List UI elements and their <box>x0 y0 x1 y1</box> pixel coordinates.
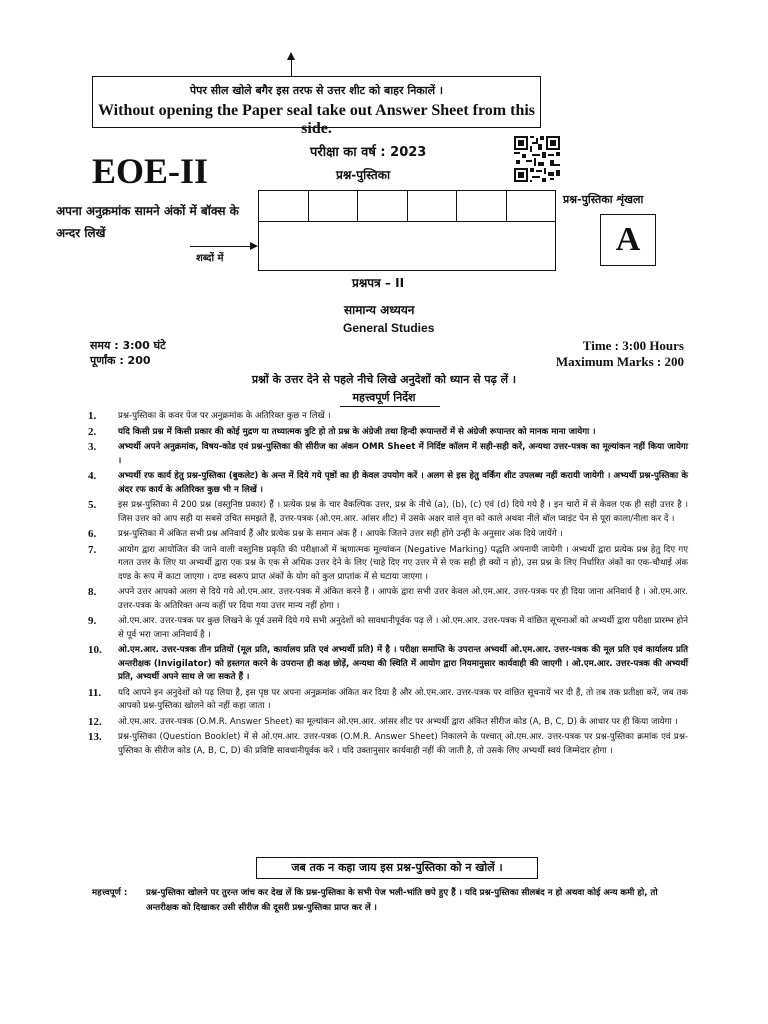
roll-number-hint: अपना अनुक्रमांक सामने अंकों में बॉक्स के अन्दर लिखें <box>56 204 239 240</box>
instruction-number: 11. <box>88 686 102 699</box>
instruction-item <box>88 644 688 684</box>
subject-hindi: सामान्य अध्ययन <box>344 303 415 317</box>
instruction-text: प्रश्न-पुस्तिका के कवर पेज पर अनुक्रमांक के अतिरिक्त कुछ न लिखें । <box>118 411 331 421</box>
instruction-number: 12. <box>88 715 102 728</box>
instruction-number: 10. <box>88 644 102 657</box>
instruction-item <box>88 410 688 423</box>
words-arrow-line <box>190 246 252 247</box>
instruction-item <box>88 441 688 468</box>
qr-code-icon <box>514 136 560 182</box>
instructions-title: महत्त्वपूर्ण निर्देश <box>352 391 416 404</box>
instruction-text: इस प्रश्न-पुस्तिका में 200 प्रश्न (वस्तुनिष्ठ प्रकार) हैं । प्रत्येक प्रश्न के चार वैकल्पिक उत्तर, प्रश्न के नीचे (a), (b), (c) एवं (d) दिये गये हैं । इन चारों में से केवल एक ही सही उत्तर है । जिस उत्तर को आप सही या सबसे उचित समझते हैं, उत्तर-पत्रक (ओ.एम.आर. आंसर शीट) में उसके अक्षर वाले वृत्त को काले अथवा नीले बॉल प्वाइंट पेन से पूरा काला/नीला कर दें । <box>118 500 688 524</box>
instruction-item <box>88 615 688 642</box>
instruction-item <box>88 544 688 584</box>
exam-code: EOE-II <box>92 151 209 191</box>
roll-digit-box[interactable] <box>259 191 309 221</box>
instruction-text: ओ.एम.आर. उत्तर-पत्रक तीन प्रतियों (मूल प्रति, कार्यालय प्रति एवं अभ्यर्थी प्रति) में है । परीक्षा समाप्ति के उपरान्त अभ्यर्थी ओ.एम.आर. उत्तर-पत्रक की मूल प्रति एवं कार्यालय प्रति अन्तरीक्षक (Invigilator) को हस्तगत करने के उपरान्त ही कक्ष छोड़ें, अन्यथा की स्थिति में आयोग द्वारा नियमानुसार कार्यवाही की जाएगी । ओ.एम.आर. उत्तर-पत्रक की अभ्यर्थी प्रति, अभ्यर्थी अपने साथ ले जा सकते हैं । <box>118 645 688 682</box>
instruction-item <box>88 470 688 497</box>
instructions-list <box>88 410 688 760</box>
roll-digit-box[interactable] <box>309 191 359 221</box>
read-instructions-note: प्रश्नों के उत्तर देने से पहले नीचे लिखे अनुदेशों को ध्यान से पढ़ लें । <box>251 373 517 386</box>
important-text: प्रश्न-पुस्तिका खोलने पर तुरन्त जांच कर देख लें कि प्रश्न-पुस्तिका के सभी पेज भली-भांति छपे हुए हैं । यदि प्रश्न-पुस्तिका सीलबंद न हो अथवा कोई अन्य कमी हो, तो अन्तरीक्षक को दिखाकर उसी सीरीज की दूसरी प्रश्न-पुस्तिका प्राप्त कर लें । <box>146 888 658 913</box>
instruction-text: ओ.एम.आर. उत्तर-पत्रक (O.M.R. Answer Sheet) का मूल्यांकन ओ.एम.आर. आंसर शीट पर अभ्यर्थी द्वारा अंकित सीरीज कोड (A, B, C, D) के आधार पर ही किया जायेगा । <box>118 716 678 727</box>
instruction-text: प्रश्न-पुस्तिका (Question Booklet) में से ओ.एम.आर. उत्तर-पत्रक (O.M.R. Answer Sheet) निकालने के पश्चात् ओ.एम.आर. उत्तर-पत्रक पर प्रश्न-पुस्तिका क्रमांक एवं प्रश्न-पुस्तिका के सीरीज कोड (A, B, C, D) की प्रविष्टि सावधानीपूर्वक करें । यदि उक्तानुसार कार्यवाही नहीं की जाती है, तो उसके लिए अभ्यर्थी स्वयं जिम्मेदार होगा । <box>118 732 688 756</box>
exam-year: परीक्षा का वर्ष : 2023 <box>310 145 427 160</box>
roll-digit-box[interactable] <box>408 191 458 221</box>
instruction-number: 9. <box>88 615 97 628</box>
instruction-item <box>88 731 688 758</box>
words-label: शब्दों में <box>196 253 224 264</box>
instruction-number: 3. <box>88 441 97 454</box>
instruction-number: 8. <box>88 586 97 599</box>
right-arrow-icon <box>250 242 258 250</box>
seal-notice-english: Without opening the Paper seal take out Answer Sheet from this side. <box>97 102 536 137</box>
instruction-text: आयोग द्वारा आयोजित की जाने वाली वस्तुनिष्ठ प्रकृति की परीक्षाओं में ऋणात्मक मूल्यांकन (Negative Marking) पद्धति अपनायी जायेगी । अभ्यर्थी द्वारा प्रत्येक प्रश्न हेतु दिए गए गलत उत्तर के लिए या अभ्यर्थी द्वारा एक प्रश्न के एक से अधिक उत्तर देने के लिए (चाहे दिए गए उत्तर में से एक सही ही क्यों न हो), उस प्रश्न के लिए निर्धारित अंकों का एक-चौथाई अंक दण्ड के रूप में काटा जाएगा । दण्ड स्वरूप प्राप्त अंकों के योग को कुल प्राप्तांक में से घटाया जाएगा । <box>118 545 688 582</box>
instruction-text: प्रश्न-पुस्तिका में अंकित सभी प्रश्न अनिवार्य हैं और प्रत्येक प्रश्न के समान अंक हैं । आपके जितने उत्तर सही होंगे उन्हीं के अनुसार अंक दिये जायेंगे । <box>118 529 563 540</box>
roll-digit-box[interactable] <box>358 191 408 221</box>
series-label: प्रश्न-पुस्तिका शृंखला <box>563 193 644 206</box>
instruction-item <box>88 528 688 541</box>
time-hindi: समय : 3:00 घंटे <box>90 339 166 352</box>
instruction-number: 5. <box>88 499 97 512</box>
instruction-text: अभ्यर्थी अपने अनुक्रमांक, विषय-कोड एवं प्रश्न-पुस्तिका की सीरीज का अंकन OMR Sheet में निर्दिष्ट कॉलम में सही-सही करें, अन्यथा उत्तर-पत्रक का मूल्यांकन नहीं किया जायेगा । <box>118 442 688 466</box>
instruction-item <box>88 716 688 729</box>
marks-hindi: पूर्णांक : 200 <box>90 354 151 367</box>
roll-digit-box[interactable] <box>507 191 556 221</box>
subject-english: General Studies <box>343 321 435 335</box>
instruction-item <box>88 586 688 613</box>
instruction-text: यदि आपने इन अनुदेशों को पढ़ लिया है, इस पृष्ठ पर अपना अनुक्रमांक अंकित कर दिया है और ओ.एम.आर. उत्तर-पत्रक पर वांछित सूचनायें भर दी हैं, तो तब तक प्रतीक्षा करें, जब तक आपको प्रश्न-पुस्तिका खोलने को नहीं कहा जाता । <box>118 687 688 711</box>
instruction-text: अभ्यर्थी रफ कार्य हेतु प्रश्न-पुस्तिका (बुकलेट) के अन्त में दिये गये पृष्ठों का ही केवल उपयोग करें । अलग से इस हेतु वर्किंग शीट उपलब्ध नहीं करायी जायेगी । अभ्यर्थी प्रश्न-पुस्तिका के अंदर रफ कार्य के अतिरिक्त कुछ भी न लिखें । <box>118 471 688 495</box>
do-not-open-notice: जब तक न कहा जाय इस प्रश्न-पुस्तिका को न खोलें । <box>256 857 538 879</box>
roll-number-words-box[interactable] <box>258 221 556 271</box>
instruction-text: यदि किसी प्रश्न में किसी प्रकार की कोई मुद्रण या तथ्यात्मक त्रुटि हो तो प्रश्न के अंग्रेजी तथा हिन्दी रूपान्तरों में से अंग्रेजी रूपान्तर को मानक माना जायेगा । <box>118 426 596 437</box>
instruction-item <box>88 426 688 439</box>
roll-digit-box[interactable] <box>457 191 507 221</box>
instruction-number: 4. <box>88 470 97 483</box>
paper-number: प्रश्नपत्र – II <box>352 276 405 290</box>
instruction-number: 1. <box>88 410 97 422</box>
instruction-number: 2. <box>88 425 97 438</box>
seal-notice-box <box>92 76 541 137</box>
marks-english: Maximum Marks : 200 <box>555 354 684 369</box>
instruction-item <box>88 687 688 714</box>
important-label: महत्त्वपूर्ण : <box>92 888 128 898</box>
series-code-box: A <box>600 214 656 266</box>
instruction-text: अपने उत्तर आपको अलग से दिये गये ओ.एम.आर. उत्तर-पत्रक में अंकित करने हैं । आपके द्वारा सभी उत्तर केवल ओ.एम.आर. उत्तर-पत्रक पर ही दिया जाना अनिवार्य है । ओ.एम.आर. उत्तर-पत्रक के अतिरिक्त अन्य कहीं पर दिया गया उत्तर मान्य नहीं होगा । <box>118 587 688 611</box>
title-underline <box>340 406 440 407</box>
instruction-number: 7. <box>88 544 97 557</box>
instruction-item <box>88 499 688 526</box>
up-arrow-line <box>291 58 292 76</box>
time-english: Time : 3:00 Hours <box>582 338 684 353</box>
instruction-text: ओ.एम.आर. उत्तर-पत्रक पर कुछ लिखने के पूर्व उसमें दिये गये सभी अनुदेशों को सावधानीपूर्वक पढ़ लें । ओ.एम.आर. उत्तर-पत्रक में वांछित सूचनाओं को अभ्यर्थी द्वारा परीक्षा प्रारम्भ होने से पूर्व भरा जाना अनिवार्य है । <box>118 616 688 640</box>
booklet-title: प्रश्न-पुस्तिका <box>336 168 391 182</box>
instruction-number: 6. <box>88 528 97 541</box>
roll-number-digit-boxes[interactable] <box>258 190 556 222</box>
instruction-number: 13. <box>88 731 102 744</box>
seal-notice-hindi: पेपर सील खोले बगैर इस तरफ से उत्तर शीट को बाहर निकालें । <box>189 84 444 97</box>
